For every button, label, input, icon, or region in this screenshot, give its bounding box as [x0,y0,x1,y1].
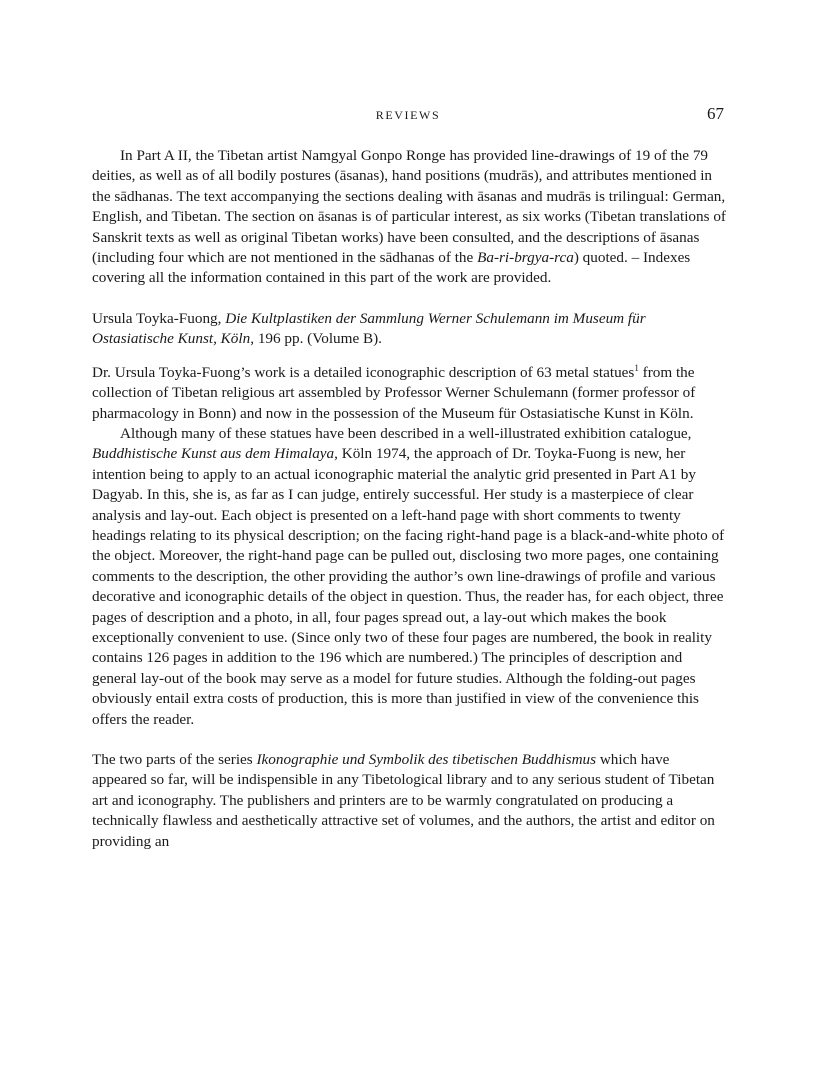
page-number: 67 [707,104,724,123]
paragraph-conclusion [92,750,726,852]
paragraph-text: In Part A II, the Tibetan artist Namgyal Gonpo Ronge has provided line-drawings of 19 of the 79 deities, as well as of all bodily postures (āsanas), hand positions (mudrās), and attributes mentioned in the sādhanas. The text accompanying the sections dealing with āsanas and mudrās is trilingual: German, English, and Tibetan. The section on āsanas is of particular interest, as six works (Tibetan translations of Sanskrit texts as well as original Tibetan works) have been consulted, and the descriptions of āsanas (including four which are not mentioned in the sādhanas of the [92,147,726,267]
paragraph-text: The two parts of the series [92,751,257,769]
paragraph-text: Dr. Ursula Toyka-Fuong’s work is a detailed iconographic description of 63 metal statues [92,363,635,381]
paragraph-text: , Köln 1974, the approach of Dr. Toyka-Fuong is new, her intention being to apply to an actual iconographic material the analytic grid presented in Part A1 by Dagyab. In this, she is, as far as I can judge, entirely successful. Her study is a masterpiece of clear analysis and lay-out. Each object is presented on a left-hand page with short comments to twenty headings relating to its physical description; on the facing right-hand page is a black-and-white photo of the object. Moreover, the right-hand page can be pulled out, disclosing two more pages, one containing comments to the description, the other providing the author’s own line-drawings of profile and various decorative and iconographic details of the object in question. Thus, the reader has, for each object, three pages of description and a photo, in all, four pages spread out, a lay-out which makes the book exceptionally convenient to use. (Since only two of these four pages are numbered, the book in reality contains 126 pages in addition to the 196 which are numbered.) The principles of description and general lay-out of the book may serve as a model for future studies. Although the folding-out pages obviously entail extra costs of production, this is more than justified in view of the convenience this offers the reader. [92,445,725,728]
italic-title: Ba-ri-brgya-rca [477,249,574,267]
article-body [92,146,726,852]
running-head [92,106,724,128]
paragraph-intro [92,358,726,424]
paragraph-text: Although many of these statues have been described in a well-illustrated exhibition catalogue, [120,424,692,442]
italic-title: Ikonographie und Symbolik des tibetischen Buddhismus [256,751,597,769]
entry-author: Ursula Toyka-Fuong, [92,309,226,327]
footnote-mark: 1 [634,362,639,373]
paragraph-text: from the collection of Tibetan religious art assembled by Professor Werner Schulemann (former professor of pharmacology in Bonn) and now in the possession of the Museum für Ostasiatische Kunst in Köln. [92,363,696,422]
italic-title: Buddhistische Kunst aus dem Himalaya [92,445,335,463]
running-title: REVIEWS [375,108,441,122]
paragraph-text: ) quoted. – Indexes covering all the information contained in this part of the work are provided. [92,249,691,287]
paragraph-analysis [92,424,726,730]
paragraph-asanas [92,146,726,289]
paragraph-text: which have appeared so far, will be indispensible in any Tibetological library and to any serious student of Tibetan art and iconography. The publishers and printers are to be warmly congratulated on producing a technically flawless and aesthetically attractive set of volumes, and the authors, the artist and editor on providing an [92,751,715,850]
entry-details: , 196 pp. (Volume B). [250,330,382,348]
review-entry-heading [92,309,726,350]
entry-title: Die Kultplastiken der Sammlung Werner Schulemann im Museum für Ostasiatische Kunst, Köln [92,309,646,348]
